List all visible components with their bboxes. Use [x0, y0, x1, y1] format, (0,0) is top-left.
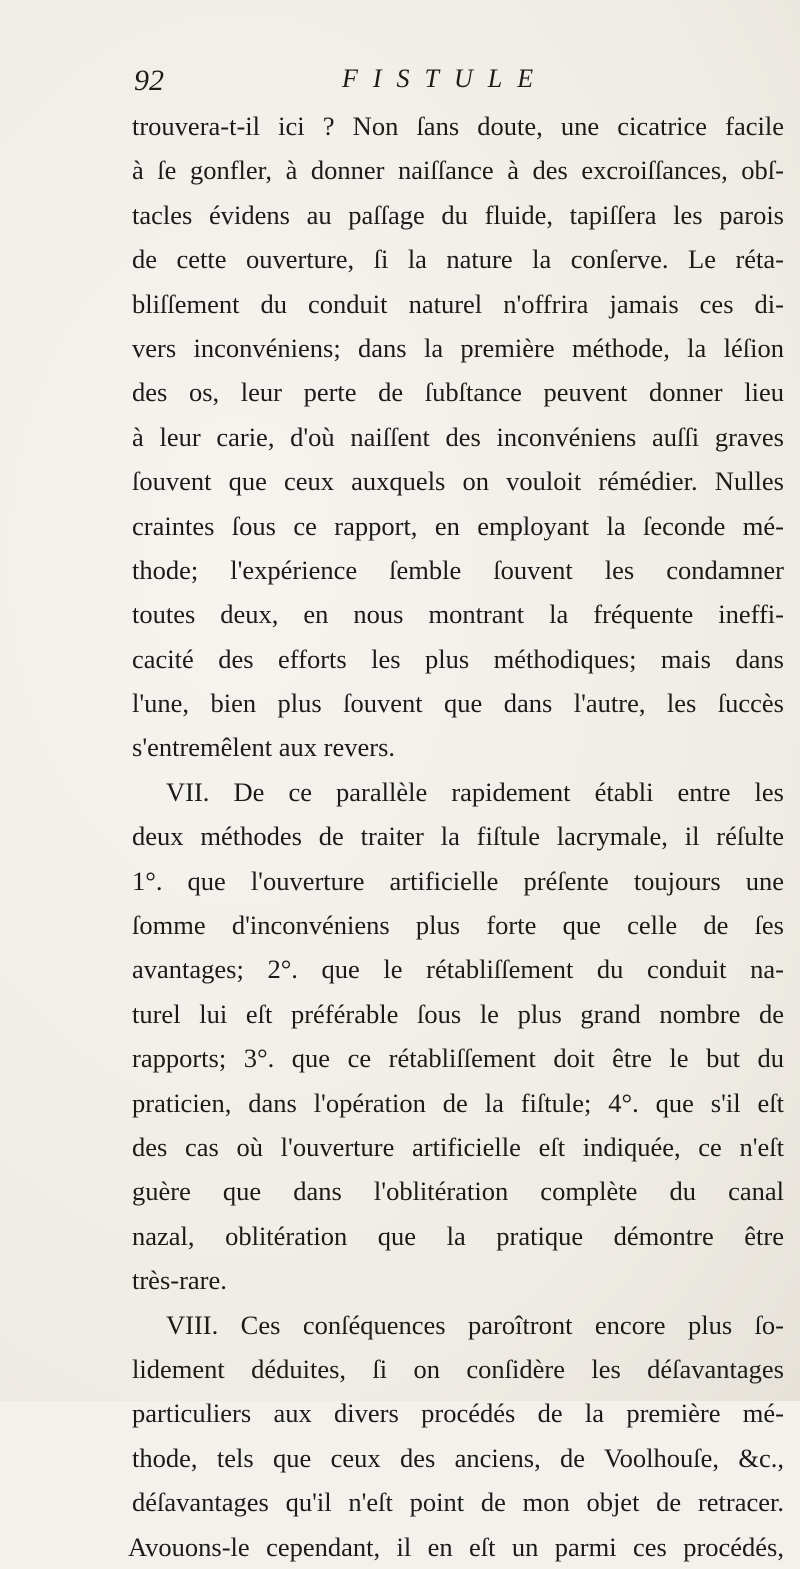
text-line: particuliers aux divers procédés de la première mé- [132, 1398, 784, 1429]
text-line: très-rare. [132, 1265, 227, 1296]
text-line: turel lui eſt préférable ſous le plus grand nombre de [132, 998, 784, 1029]
text-line: déſavantages qu'il n'eſt point de mon objet de retracer. [132, 1487, 784, 1518]
text-line: VII. De ce parallèle rapidement établi entre les [166, 776, 784, 807]
text-line: Avouons-le cependant, il en eſt un parmi ces procédés, [128, 1531, 784, 1562]
text-line: bliſſement du conduit naturel n'offrira jamais ces di- [132, 288, 784, 319]
text-line: guère que dans l'oblitération complète du canal [132, 1176, 784, 1207]
text-line: s'entremêlent aux revers. [132, 732, 396, 763]
text-line: nazal, oblitération que la pratique démontre être [132, 1220, 784, 1251]
text-line: des os, leur perte de ſubſtance peuvent donner lieu [132, 377, 784, 408]
text-line: craintes ſous ce rapport, en employant la ſeconde mé- [132, 510, 784, 541]
text-line: l'une, bien plus ſouvent que dans l'autre, les ſuccès [132, 688, 784, 719]
text-line: des cas où l'ouverture artificielle eſt indiquée, ce n'eſt [132, 1131, 784, 1162]
text-line: ſomme d'inconvéniens plus forte que celle de ſes [132, 910, 784, 941]
text-line: cacité des efforts les plus méthodiques; mais dans [132, 643, 784, 674]
text-line: à leur carie, d'où naiſſent des inconvéniens auſſi graves [132, 421, 784, 452]
text-line: thode, tels que ceux des anciens, de Voolhouſe, &c., [132, 1442, 784, 1473]
running-title: FISTULE [342, 64, 549, 93]
text-line: VIII. Ces conſéquences paroîtront encore plus ſo- [166, 1309, 784, 1340]
text-line: vers inconvéniens; dans la première méthode, la léſion [132, 332, 784, 363]
text-line: toutes deux, en nous montrant la fréquente ineffi- [132, 599, 784, 630]
text-line: lidement déduites, ſi on conſidère les déſavantages [132, 1353, 784, 1384]
text-line: deux méthodes de traiter la fiſtule lacrymale, il réſulte [132, 821, 784, 852]
text-line: rapports; 3°. que ce rétabliſſement doit être le but du [132, 1043, 784, 1074]
text-line: avantages; 2°. que le rétabliſſement du conduit na- [132, 954, 784, 985]
text-line: tacles évidens au paſſage du fluide, tapiſſera les parois [132, 199, 784, 230]
text-line: praticien, dans l'opération de la fiſtule; 4°. que s'il eſt [132, 1087, 784, 1118]
text-line: ſouvent que ceux auxquels on vouloit rémédier. Nulles [132, 466, 784, 497]
text-line: de cette ouverture, ſi la nature la conſerve. Le réta- [132, 244, 784, 275]
page-number: 92 [134, 64, 164, 97]
page-header [134, 64, 784, 104]
text-line: trouvera-t-il ici ? Non ſans doute, une cicatrice facile [132, 111, 784, 141]
body-text [128, 104, 784, 1569]
text-line: à ſe gonfler, à donner naiſſance à des excroiſſances, obſ- [132, 155, 784, 186]
text-line: thode; l'expérience ſemble ſouvent les condamner [132, 554, 784, 585]
text-line: 1°. que l'ouverture artificielle préſente toujours une [132, 865, 784, 896]
